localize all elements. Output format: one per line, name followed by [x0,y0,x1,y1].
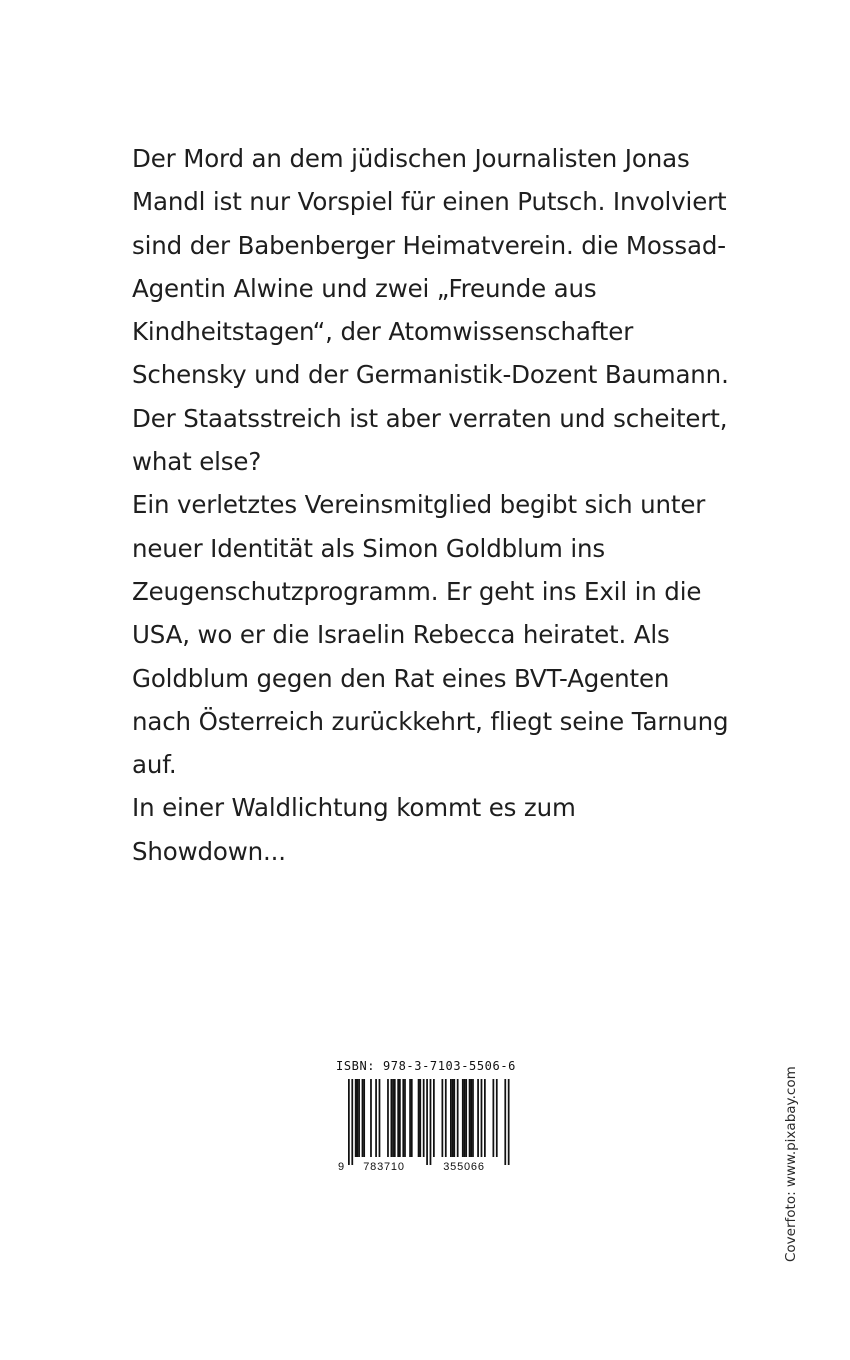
isbn-label: ISBN: 978-3-7103-5506-6 [336,1059,516,1073]
blurb-line: USA, wo er die Israelin Rebecca heiratet. Als [132,620,670,650]
blurb-line: Ein verletztes Vereinsmitglied begibt sich unter [132,490,706,520]
barcode-bars [348,1079,510,1165]
blurb-line: Goldblum gegen den Rat eines BVT-Agenten [132,663,670,693]
barcode-bar [357,1079,359,1157]
barcode-bar [379,1079,381,1157]
blurb-line: In einer Waldlichtung kommt es zum [132,793,576,823]
blurb-line: auf. [132,750,177,780]
barcode-bar [462,1079,464,1157]
blurb-line: Showdown... [132,836,286,866]
barcode-graphic [336,1079,516,1179]
barcode-guard-bar [504,1079,506,1165]
blurb-text [132,137,732,873]
barcode-bar [450,1079,452,1157]
barcode-bar [375,1079,377,1157]
cover-photo-credit: Coverfoto: www.pixabay.com [783,1066,799,1262]
barcode-guard-bar [351,1079,353,1165]
barcode-bar [411,1079,413,1157]
barcode-bar [477,1079,479,1157]
barcode-bar [470,1079,472,1157]
blurb-line: sind der Babenberger Heimatverein. die Mossad- [132,230,726,260]
barcode-bar [469,1079,471,1157]
barcode-bar [402,1079,404,1157]
barcode-bar [391,1079,393,1157]
barcode-bar [387,1079,389,1157]
barcode-bar [472,1079,474,1157]
blurb-line: Der Mord an dem jüdischen Journalisten Jonas [132,144,690,173]
barcode-bar [362,1079,364,1157]
blurb-line: Agentin Alwine und zwei „Freunde aus [132,273,597,303]
barcode-bar [493,1079,495,1157]
barcode-digits-left: 783710 [363,1161,405,1173]
barcode-bar [404,1079,406,1157]
barcode-guard-bar [348,1079,350,1165]
barcode-bar [399,1079,401,1157]
barcode-bar [452,1079,454,1157]
blurb-line: Mandl ist nur Vorspiel für einen Putsch. Involviert [132,187,727,217]
isbn-barcode [336,1079,516,1179]
barcode-bar [363,1079,365,1157]
blurb-line: Kindheitstagen“, der Atomwissenschafter [132,317,634,347]
barcode-guard-bar [508,1079,510,1165]
barcode-bar [355,1079,357,1157]
blurb-line: Der Staatsstreich ist aber verraten und scheitert, [132,403,728,433]
blurb-line: nach Österreich zurückkehrt, fliegt seine Tarnung [132,706,729,736]
barcode-guard-bar [426,1079,428,1165]
barcode-bar [409,1079,411,1157]
barcode-bar [370,1079,372,1157]
barcode-bar [418,1079,420,1157]
barcode-bar [442,1079,444,1157]
barcode-bar [423,1079,425,1157]
blurb-line: neuer Identität als Simon Goldblum ins [132,533,606,563]
barcode-bar [397,1079,399,1157]
blurb-line: what else? [132,447,262,477]
barcode-bar [496,1079,498,1157]
blurb-line: Zeugenschutzprogramm. Er geht ins Exil in die [132,576,702,606]
blurb-line: Schensky und der Germanistik-Dozent Baumann. [132,360,729,390]
barcode-guard-bar [430,1079,432,1165]
barcode-bar [358,1079,360,1157]
barcode-bar [465,1079,467,1157]
barcode-bar [457,1079,459,1157]
barcode-bar [392,1079,394,1157]
barcode-bar [419,1079,421,1157]
barcode-bar [394,1079,396,1157]
barcode-bar [433,1079,435,1157]
barcode-digit-first: 9 [338,1161,345,1173]
barcode-bar [484,1079,486,1157]
barcode-bar [453,1079,455,1157]
barcode-bar [464,1079,466,1157]
barcode-bar [481,1079,483,1157]
barcode-bar [445,1079,447,1157]
barcode-digits-right: 355066 [443,1161,485,1173]
